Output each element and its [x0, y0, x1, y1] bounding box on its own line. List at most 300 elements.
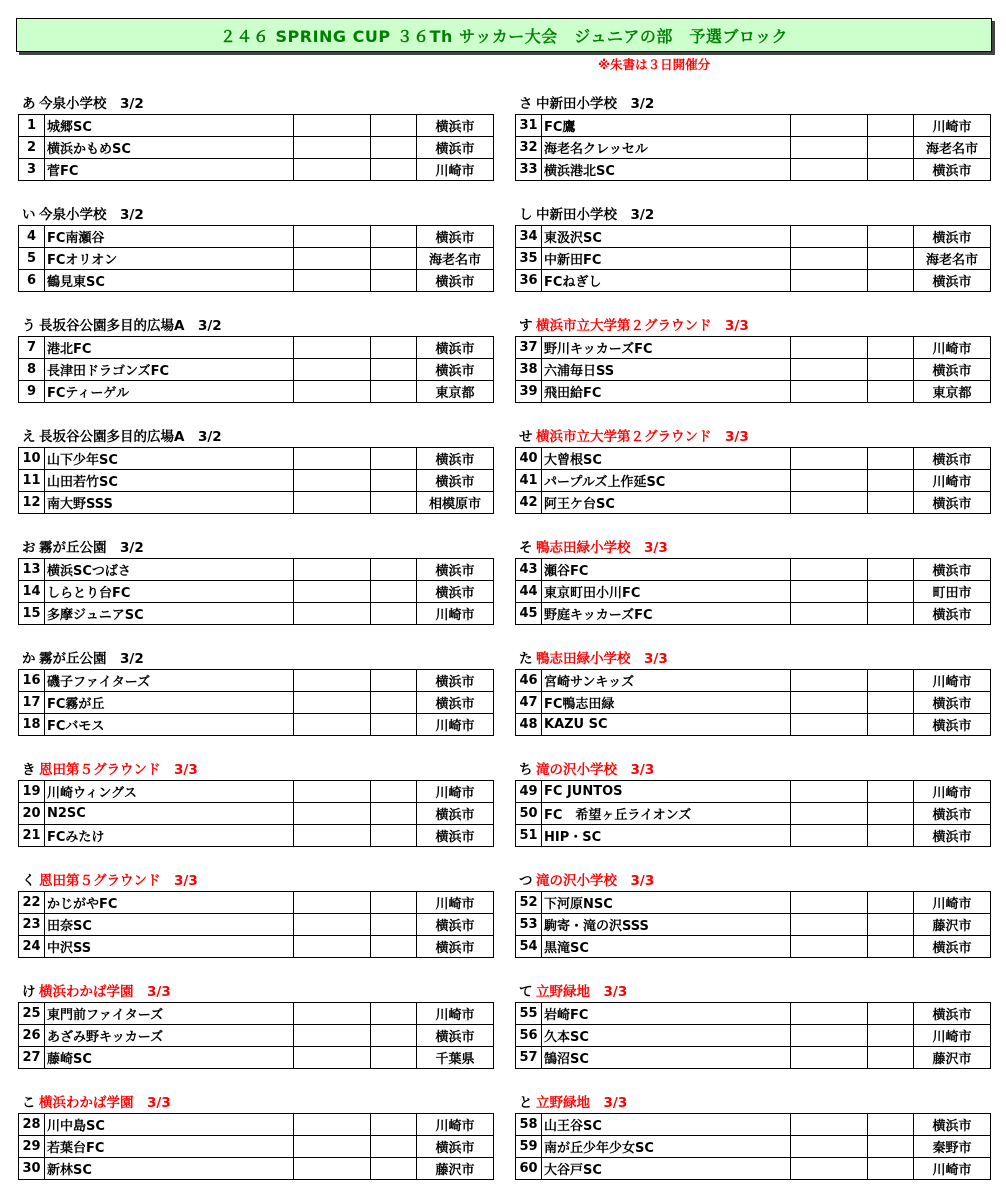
team-city: 横浜市 — [914, 559, 991, 581]
team-number: 37 — [516, 337, 542, 359]
table-row — [19, 1025, 494, 1047]
team-name: 海老名クレッセル — [542, 137, 791, 159]
team-number: 60 — [516, 1158, 542, 1180]
team-name: 新林SC — [45, 1158, 294, 1180]
empty-cell — [294, 248, 371, 270]
team-number: 59 — [516, 1136, 542, 1158]
team-city: 町田市 — [914, 581, 991, 603]
group-header — [18, 756, 494, 780]
team-city: 川崎市 — [914, 892, 991, 914]
empty-cell — [791, 492, 868, 514]
table-row — [516, 603, 991, 625]
empty-cell — [371, 359, 417, 381]
team-number: 3 — [19, 159, 45, 181]
table-row — [19, 892, 494, 914]
team-name: 岩崎FC — [542, 1003, 791, 1025]
team-name: 横浜SCつばさ — [45, 559, 294, 581]
empty-cell — [791, 1114, 868, 1136]
group-block — [515, 978, 991, 1089]
group-block — [18, 201, 494, 312]
empty-cell — [868, 492, 914, 514]
empty-cell — [791, 581, 868, 603]
empty-cell — [791, 803, 868, 825]
table-row — [19, 381, 494, 403]
table-row — [516, 359, 991, 381]
team-city: 東京都 — [417, 381, 494, 403]
empty-cell — [868, 226, 914, 248]
team-name: あざみ野キッカーズ — [45, 1025, 294, 1047]
team-city: 川崎市 — [417, 714, 494, 736]
empty-cell — [791, 670, 868, 692]
team-city: 川崎市 — [914, 337, 991, 359]
table-row — [516, 714, 991, 736]
team-name: 飛田給FC — [542, 381, 791, 403]
empty-cell — [294, 492, 371, 514]
team-name: 大谷戸SC — [542, 1158, 791, 1180]
team-city: 横浜市 — [914, 448, 991, 470]
empty-cell — [791, 337, 868, 359]
team-table — [515, 891, 991, 958]
team-number: 34 — [516, 226, 542, 248]
team-number: 52 — [516, 892, 542, 914]
team-city: 横浜市 — [914, 936, 991, 958]
team-number: 54 — [516, 936, 542, 958]
group-venue: 鴨志田緑小学校 3/3 — [536, 651, 668, 667]
team-city: 横浜市 — [914, 270, 991, 292]
table-row — [516, 159, 991, 181]
empty-cell — [791, 914, 868, 936]
team-table — [515, 780, 991, 847]
team-number: 17 — [19, 692, 45, 714]
empty-cell — [791, 248, 868, 270]
team-city: 横浜市 — [914, 1114, 991, 1136]
team-name: 川中島SC — [45, 1114, 294, 1136]
team-number: 12 — [19, 492, 45, 514]
team-city: 川崎市 — [417, 1003, 494, 1025]
team-table — [515, 114, 991, 181]
team-name: 南大野SSS — [45, 492, 294, 514]
team-name: 野川キッカーズFC — [542, 337, 791, 359]
table-row — [19, 492, 494, 514]
team-number: 57 — [516, 1047, 542, 1069]
empty-cell — [868, 1136, 914, 1158]
team-table — [18, 780, 494, 847]
empty-cell — [294, 159, 371, 181]
team-city: 川崎市 — [914, 1025, 991, 1047]
group-venue: 立野緑地 3/3 — [536, 984, 628, 1000]
group-letter: あ — [22, 96, 36, 112]
group-block — [515, 756, 991, 867]
table-row — [516, 581, 991, 603]
team-number: 36 — [516, 270, 542, 292]
empty-cell — [371, 1114, 417, 1136]
team-table — [18, 669, 494, 736]
title-banner — [16, 18, 992, 52]
empty-cell — [791, 1136, 868, 1158]
group-letter: し — [519, 207, 533, 223]
team-number: 25 — [19, 1003, 45, 1025]
team-number: 58 — [516, 1114, 542, 1136]
empty-cell — [294, 448, 371, 470]
group-letter: け — [22, 984, 36, 1000]
team-city: 横浜市 — [914, 226, 991, 248]
team-table — [515, 1002, 991, 1069]
team-city: 海老名市 — [417, 248, 494, 270]
group-block — [18, 312, 494, 423]
team-name: FCオリオン — [45, 248, 294, 270]
team-number: 19 — [19, 781, 45, 803]
team-number: 11 — [19, 470, 45, 492]
group-letter: そ — [519, 540, 533, 556]
table-row — [19, 137, 494, 159]
team-name: 瀬谷FC — [542, 559, 791, 581]
table-row — [516, 470, 991, 492]
group-venue: 今泉小学校 3/2 — [39, 96, 144, 112]
team-name: 川崎ウィングス — [45, 781, 294, 803]
table-row — [19, 803, 494, 825]
group-header — [18, 534, 494, 558]
empty-cell — [791, 892, 868, 914]
empty-cell — [791, 470, 868, 492]
group-header — [18, 867, 494, 891]
empty-cell — [791, 936, 868, 958]
team-name: FCバモス — [45, 714, 294, 736]
empty-cell — [868, 781, 914, 803]
team-number: 44 — [516, 581, 542, 603]
team-name: FC南瀬谷 — [45, 226, 294, 248]
empty-cell — [371, 936, 417, 958]
table-row — [516, 670, 991, 692]
group-letter: い — [22, 207, 36, 223]
team-city: 藤沢市 — [914, 914, 991, 936]
group-block — [18, 90, 494, 201]
table-row — [19, 448, 494, 470]
team-name: N2SC — [45, 803, 294, 825]
empty-cell — [868, 803, 914, 825]
table-row — [516, 1003, 991, 1025]
group-letter: て — [519, 984, 533, 1000]
team-number: 30 — [19, 1158, 45, 1180]
empty-cell — [868, 1047, 914, 1069]
team-name: HIP・SC — [542, 825, 791, 847]
team-city: 横浜市 — [914, 603, 991, 625]
team-number: 10 — [19, 448, 45, 470]
group-letter: た — [519, 651, 533, 667]
team-number: 21 — [19, 825, 45, 847]
team-name: 鶴見東SC — [45, 270, 294, 292]
empty-cell — [371, 825, 417, 847]
group-block — [18, 645, 494, 756]
team-name: 中沢SS — [45, 936, 294, 958]
empty-cell — [868, 1158, 914, 1180]
team-city: 相模原市 — [417, 492, 494, 514]
empty-cell — [868, 115, 914, 137]
team-city: 横浜市 — [417, 359, 494, 381]
empty-cell — [868, 559, 914, 581]
team-city: 横浜市 — [417, 670, 494, 692]
group-venue: 霧が丘公園 3/2 — [39, 651, 144, 667]
team-table — [515, 447, 991, 514]
empty-cell — [868, 381, 914, 403]
team-number: 45 — [516, 603, 542, 625]
team-number: 43 — [516, 559, 542, 581]
group-letter: お — [22, 540, 36, 556]
team-number: 29 — [19, 1136, 45, 1158]
team-city: 東京都 — [914, 381, 991, 403]
group-block — [515, 312, 991, 423]
empty-cell — [868, 448, 914, 470]
team-table — [18, 447, 494, 514]
team-city: 横浜市 — [417, 115, 494, 137]
group-block — [18, 1089, 494, 1200]
group-header — [515, 90, 991, 114]
team-city: 川崎市 — [417, 781, 494, 803]
team-number: 18 — [19, 714, 45, 736]
group-header — [515, 978, 991, 1002]
group-block — [18, 534, 494, 645]
team-city: 川崎市 — [417, 159, 494, 181]
team-number: 51 — [516, 825, 542, 847]
team-number: 50 — [516, 803, 542, 825]
team-number: 56 — [516, 1025, 542, 1047]
team-number: 4 — [19, 226, 45, 248]
team-city: 川崎市 — [417, 1114, 494, 1136]
group-header — [515, 534, 991, 558]
team-name: 六浦毎日SS — [542, 359, 791, 381]
group-venue: 横浜市立大学第２グラウンド 3/3 — [536, 318, 749, 334]
team-number: 49 — [516, 781, 542, 803]
empty-cell — [371, 248, 417, 270]
empty-cell — [791, 1047, 868, 1069]
team-number: 53 — [516, 914, 542, 936]
team-name: 阿王ケ台SC — [542, 492, 791, 514]
table-row — [19, 714, 494, 736]
empty-cell — [371, 892, 417, 914]
team-name: 久本SC — [542, 1025, 791, 1047]
team-name: 山下少年SC — [45, 448, 294, 470]
team-city: 横浜市 — [417, 1025, 494, 1047]
empty-cell — [868, 714, 914, 736]
empty-cell — [791, 559, 868, 581]
team-table — [515, 225, 991, 292]
empty-cell — [294, 470, 371, 492]
team-city: 海老名市 — [914, 248, 991, 270]
team-table — [515, 558, 991, 625]
team-number: 40 — [516, 448, 542, 470]
empty-cell — [371, 670, 417, 692]
group-header — [18, 978, 494, 1002]
empty-cell — [371, 1025, 417, 1047]
team-city: 横浜市 — [417, 337, 494, 359]
empty-cell — [294, 559, 371, 581]
group-venue: 横浜わかば学園 3/3 — [39, 984, 171, 1000]
empty-cell — [294, 1114, 371, 1136]
empty-cell — [791, 1025, 868, 1047]
table-row — [516, 226, 991, 248]
empty-cell — [868, 581, 914, 603]
group-header — [515, 867, 991, 891]
empty-cell — [371, 603, 417, 625]
table-row — [19, 359, 494, 381]
table-row — [19, 825, 494, 847]
group-header — [18, 1089, 494, 1113]
table-row — [19, 1047, 494, 1069]
group-venue: 長坂谷公園多目的広場A 3/2 — [39, 429, 222, 445]
group-venue: 滝の沢小学校 3/3 — [536, 873, 655, 889]
team-number: 41 — [516, 470, 542, 492]
empty-cell — [791, 115, 868, 137]
team-city: 横浜市 — [417, 692, 494, 714]
empty-cell — [791, 137, 868, 159]
team-number: 2 — [19, 137, 45, 159]
team-city: 横浜市 — [417, 803, 494, 825]
table-row — [516, 1047, 991, 1069]
team-table — [515, 336, 991, 403]
team-number: 55 — [516, 1003, 542, 1025]
team-city: 横浜市 — [417, 226, 494, 248]
empty-cell — [294, 603, 371, 625]
table-row — [19, 270, 494, 292]
empty-cell — [294, 936, 371, 958]
team-number: 38 — [516, 359, 542, 381]
table-row — [516, 892, 991, 914]
group-block — [515, 1089, 991, 1200]
team-name: FC 希望ヶ丘ライオンズ — [542, 803, 791, 825]
group-block — [18, 978, 494, 1089]
empty-cell — [371, 337, 417, 359]
group-letter: か — [22, 651, 36, 667]
team-city: 千葉県 — [417, 1047, 494, 1069]
table-row — [516, 914, 991, 936]
group-header — [515, 1089, 991, 1113]
table-row — [19, 603, 494, 625]
empty-cell — [294, 670, 371, 692]
table-row — [19, 670, 494, 692]
empty-cell — [791, 448, 868, 470]
group-block — [515, 867, 991, 978]
group-venue: 長坂谷公園多目的広場A 3/2 — [39, 318, 222, 334]
empty-cell — [791, 270, 868, 292]
group-venue: 立野緑地 3/3 — [536, 1095, 628, 1111]
team-table — [18, 558, 494, 625]
team-name: 東汲沢SC — [542, 226, 791, 248]
group-venue: 横浜わかば学園 3/3 — [39, 1095, 171, 1111]
empty-cell — [371, 470, 417, 492]
table-row — [19, 936, 494, 958]
team-name: 田奈SC — [45, 914, 294, 936]
team-city: 横浜市 — [914, 692, 991, 714]
empty-cell — [294, 1136, 371, 1158]
team-name: 城郷SC — [45, 115, 294, 137]
group-header — [18, 201, 494, 225]
team-table — [18, 114, 494, 181]
red-text-note: ※朱書は３日開催分 — [598, 57, 711, 72]
empty-cell — [371, 1047, 417, 1069]
group-venue: 今泉小学校 3/2 — [39, 207, 144, 223]
empty-cell — [791, 159, 868, 181]
group-letter: さ — [519, 96, 533, 112]
group-block — [515, 534, 991, 645]
empty-cell — [294, 270, 371, 292]
table-row — [19, 159, 494, 181]
empty-cell — [868, 1114, 914, 1136]
table-row — [19, 914, 494, 936]
empty-cell — [868, 825, 914, 847]
team-city: 横浜市 — [914, 714, 991, 736]
empty-cell — [371, 159, 417, 181]
empty-cell — [294, 359, 371, 381]
table-row — [516, 492, 991, 514]
group-block — [18, 867, 494, 978]
team-name: FCティーゲル — [45, 381, 294, 403]
team-table — [515, 669, 991, 736]
empty-cell — [294, 825, 371, 847]
page-title: ２４６ SPRING CUP ３６Th サッカー大会 ジュニアの部 予選ブロック — [219, 26, 789, 46]
table-row — [516, 825, 991, 847]
table-row — [19, 1136, 494, 1158]
table-row — [19, 781, 494, 803]
team-name: FCねぎし — [542, 270, 791, 292]
team-number: 6 — [19, 270, 45, 292]
team-city: 横浜市 — [417, 914, 494, 936]
group-letter: ち — [519, 762, 533, 778]
table-row — [516, 692, 991, 714]
right-column — [515, 90, 991, 1200]
team-name: 中新田FC — [542, 248, 791, 270]
team-number: 8 — [19, 359, 45, 381]
team-number: 48 — [516, 714, 542, 736]
group-letter: せ — [519, 429, 533, 445]
empty-cell — [371, 381, 417, 403]
group-header — [515, 201, 991, 225]
team-city: 川崎市 — [914, 115, 991, 137]
team-name: 宮崎サンキッズ — [542, 670, 791, 692]
team-number: 46 — [516, 670, 542, 692]
team-name: FCみたけ — [45, 825, 294, 847]
empty-cell — [791, 381, 868, 403]
empty-cell — [868, 692, 914, 714]
empty-cell — [868, 914, 914, 936]
team-name: 鵠沼SC — [542, 1047, 791, 1069]
empty-cell — [868, 359, 914, 381]
team-name: パープルズ上作延SC — [542, 470, 791, 492]
team-city: 横浜市 — [914, 803, 991, 825]
team-number: 22 — [19, 892, 45, 914]
table-row — [516, 781, 991, 803]
group-venue: 中新田小学校 3/2 — [536, 207, 655, 223]
team-number: 35 — [516, 248, 542, 270]
empty-cell — [371, 115, 417, 137]
empty-cell — [294, 1047, 371, 1069]
team-city: 秦野市 — [914, 1136, 991, 1158]
empty-cell — [294, 226, 371, 248]
team-city: 横浜市 — [914, 159, 991, 181]
team-number: 39 — [516, 381, 542, 403]
empty-cell — [371, 714, 417, 736]
group-letter: こ — [22, 1095, 36, 1111]
team-city: 横浜市 — [417, 1136, 494, 1158]
empty-cell — [791, 603, 868, 625]
group-letter: つ — [519, 873, 533, 889]
empty-cell — [294, 692, 371, 714]
team-city: 川崎市 — [914, 670, 991, 692]
team-number: 23 — [19, 914, 45, 936]
team-number: 27 — [19, 1047, 45, 1069]
table-row — [516, 448, 991, 470]
team-number: 26 — [19, 1025, 45, 1047]
team-number: 31 — [516, 115, 542, 137]
team-city: 横浜市 — [417, 581, 494, 603]
